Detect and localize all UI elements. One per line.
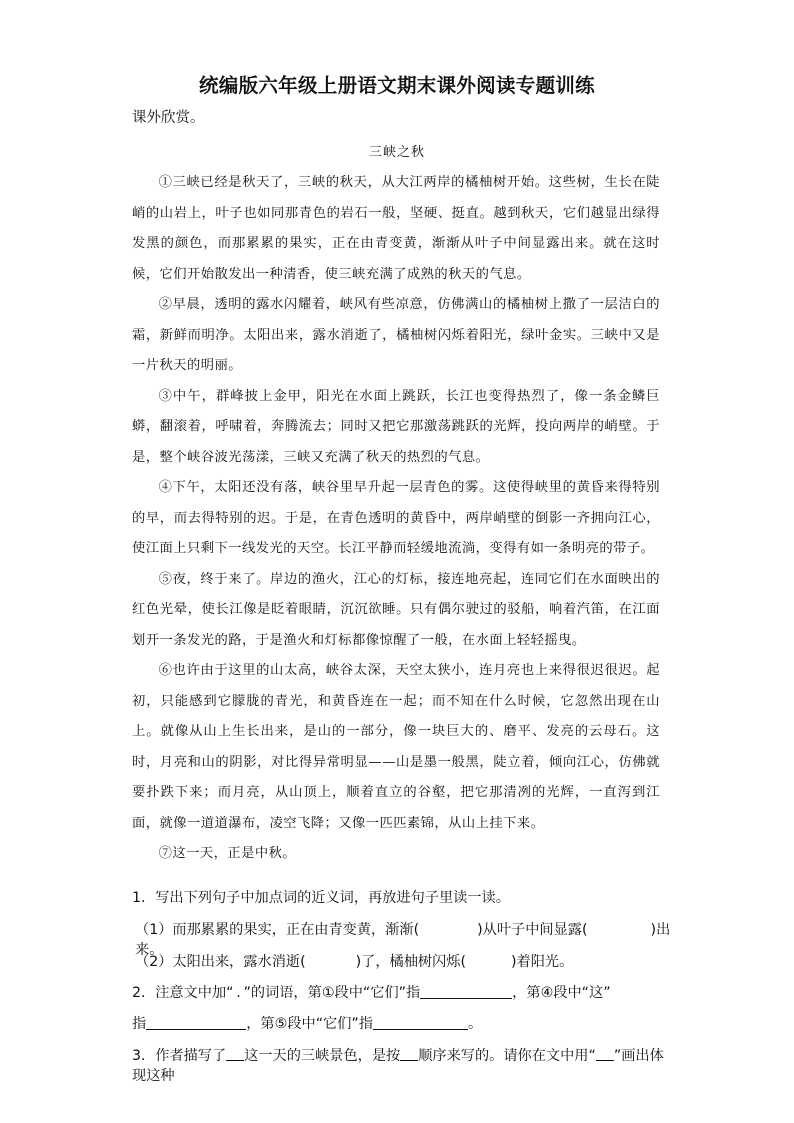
- q2-dot-mark: .: [236, 985, 241, 1001]
- article-paragraph-4: ④下午，太阳还没有落，峡谷里早升起一层青色的雾。这使得峡里的黄昏来得特别的早，而去得特别的迟。于是，在青色透明的黄昏中，两岸峭壁的倒影一齐拥向江心，使江面上只剩下一线发光的天空。长江平静而轻缓地流淌，变得有如一条明亮的带子。: [132, 480, 660, 556]
- q2-blank-2[interactable]: [146, 1015, 246, 1030]
- q2-text-c: ①段中“它们”指: [321, 985, 421, 1001]
- q2-blank-3[interactable]: [373, 1015, 468, 1030]
- question-1-item-2: [135, 952, 675, 972]
- q2-text-a: 2．注意文中加“: [132, 985, 234, 1001]
- section-intro: 课外欣赏。: [132, 110, 205, 126]
- q1-item2-text-a: （2）太阳出来，露水消逝(: [135, 954, 306, 970]
- q1-item2-text-b: )了，橘柚树闪烁(: [355, 954, 467, 970]
- q2-text-g: ，第: [246, 1016, 275, 1032]
- q2-text-b: ”的词语，第: [243, 985, 322, 1001]
- question-2-line-1: [132, 983, 672, 1003]
- q3-underline-mark: [596, 1048, 614, 1061]
- q3-text-a: 3．作者描写了: [132, 1048, 227, 1064]
- q2-blank-1[interactable]: [420, 984, 512, 999]
- article-body: [132, 168, 660, 870]
- question-3-line-1: [132, 1046, 672, 1086]
- q3-text-d: ”画出体现这种: [132, 1048, 664, 1084]
- article-paragraph-7: ⑦这一天，正是中秋。: [158, 846, 297, 861]
- q2-text-e: ④段中“这”: [540, 985, 611, 1001]
- worksheet-title: 统编版六年级上册语文期末课外阅读专题训练: [198, 74, 595, 97]
- article-paragraph-1: ①三峡已经是秋天了，三峡的秋天，从大江两岸的橘柚树开始。这些树，生长在陡峭的山岩上，叶子也如同那青色的岩石一般，坚硬、挺直。越到秋天，它们越显出绿得发黑的颜色，而那累累的果实，正在由青变黄，渐渐从叶子中间显露出来。就在这时候，它们开始散发出一种清香，使三峡充满了成熟的秋天的气息。: [132, 175, 660, 282]
- q1-item1-text-a: （1）而那累累的果实，正在由青变黄，渐渐(: [135, 922, 420, 938]
- q1-item1-text-c: )出来。: [135, 922, 671, 958]
- q1-item2-text-c: )着阳光。: [511, 954, 574, 970]
- q2-text-f: 指: [132, 1016, 147, 1032]
- q3-text-b: 这一天的三峡景色，是按: [244, 1048, 401, 1064]
- q1-item1-text-b: )从叶子中间显露(: [477, 922, 588, 938]
- article-paragraph-6: ⑥也许由于这里的山太高，峡谷太深，天空太狭小，连月亮也上来得很迟很迟。起初，只能感到它朦胧的青光，和黄昏连在一起；而不知在什么时候，它忽然出现在山上。就像从山上生长出来，是山的一部分，像一块巨大的、磨平、发亮的云母石。这时，月亮和山的阴影，对比得异常明显——山是墨一般黑，陡立着，倾向江心，仿佛就要扑跌下来；而月亮，从山顶上，顺着直立的谷壑，把它那清冽的光辉，一直泻到江面，就像一道道瀑布，凌空飞降；又像一匹匹素锦，从山上挂下来。: [132, 663, 660, 831]
- question-1-stem: 1．写出下列句子中加点词的近义词，再放进句子里读一读。: [132, 890, 510, 906]
- article-paragraph-5: ⑤夜，终于来了。岸边的渔火，江心的灯标，接连地亮起，连同它们在水面映出的红色光晕，使长江像是眨着眼睛，沉沉欲睡。只有偶尔驶过的驳船，响着汽笛，在江面划开一条发光的路，于是渔火和灯标都像惊醒了一般，在水面上轻轻摇曳。: [132, 571, 660, 648]
- q2-text-d: ，第: [512, 985, 541, 1001]
- article-paragraph-3: ③中午，群峰披上金甲，阳光在水面上跳跃，长江也变得热烈了，像一条金鳞巨蟒，翻滚着，呼啸着，奔腾流去；同时又把它那激荡跳跃的光辉，投向两岸的峭壁。于是，整个峡谷波光荡漾，三峡又充满了秋天的热烈的气息。: [132, 388, 660, 465]
- q2-text-h: ⑤段中“它们”指: [274, 1016, 373, 1032]
- article-title: 三峡之秋: [368, 145, 425, 160]
- q3-blank-2[interactable]: [400, 1048, 418, 1061]
- q3-blank-1[interactable]: [226, 1048, 244, 1061]
- q3-text-c: 顺序来写的。请你在文中用“: [418, 1048, 596, 1064]
- article-paragraph-2: ②早晨，透明的露水闪耀着，峡风有些凉意，仿佛满山的橘柚树上撒了一层洁白的霜，新鲜而明净。太阳出来，露水消逝了，橘柚树闪烁着阳光，绿叶金实。三峡中又是一片秋天的明丽。: [132, 297, 660, 373]
- question-2-line-2: [132, 1014, 672, 1034]
- q2-text-i: 。: [467, 1016, 483, 1032]
